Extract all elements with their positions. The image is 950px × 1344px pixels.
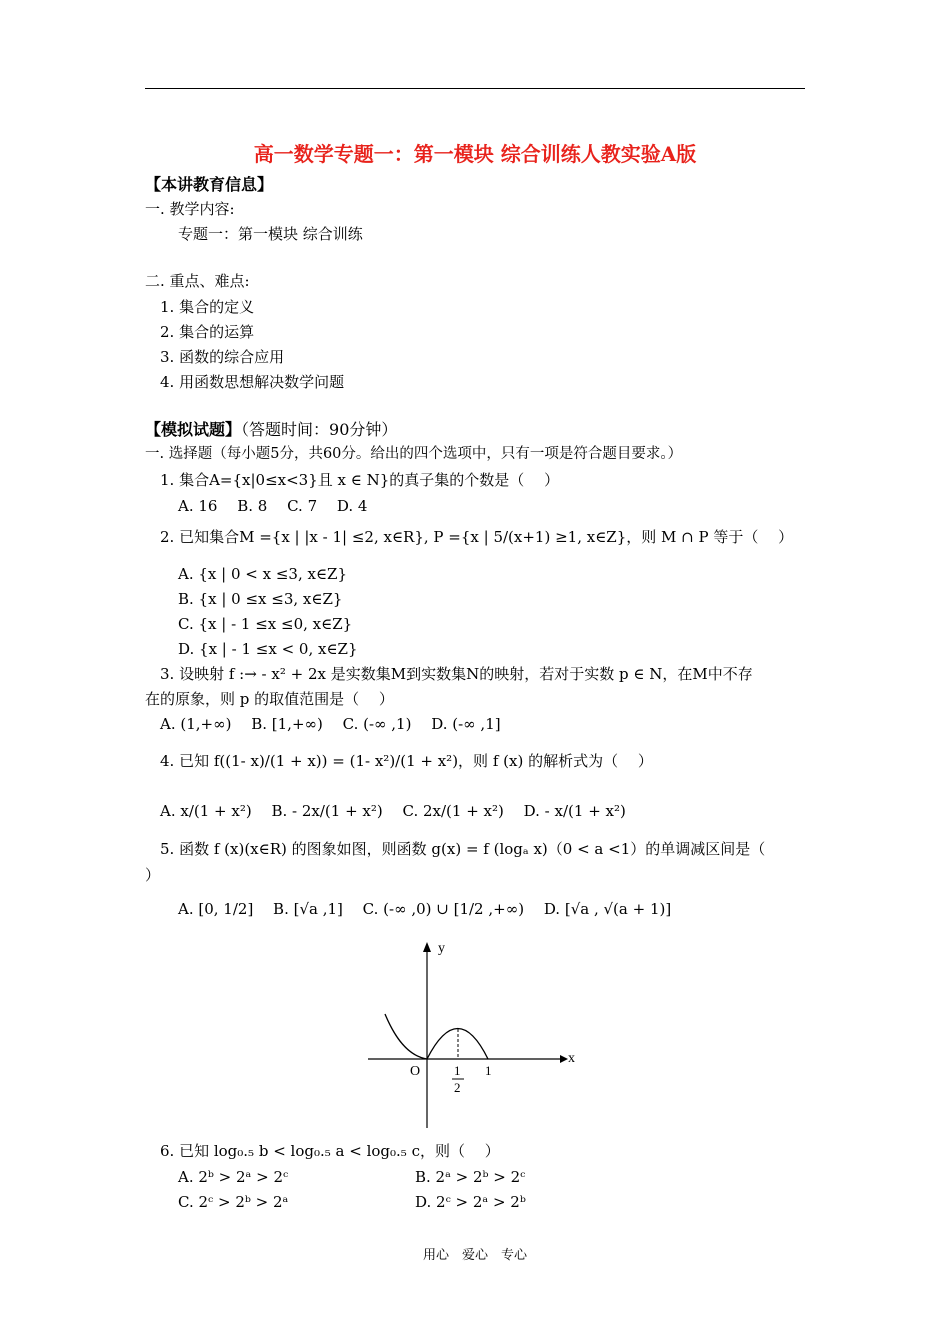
teaching-content-label: 一. 教学内容: [145,200,235,218]
question-6-stem: 6. 已知 log₀.₅ b < log₀.₅ a < log₀.₅ c，则（ ） [160,1142,500,1160]
question-3-line-2: 在的原象，则 p 的取值范围是（ ） [145,690,394,708]
y-axis-arrow [423,942,431,952]
origin-label: O [410,1064,421,1079]
key-point-item: 2. 集合的运算 [160,323,255,341]
function-graph [360,938,590,1132]
question-5-line-1: 5. 函数 f (x)(x∈R) 的图象如图，则函数 g(x) = f (logₐ x)（0 < a <1）的单调减区间是（ [160,840,766,858]
question-6-option-a: A. 2ᵇ > 2ᵃ > 2ᶜ [178,1168,289,1186]
question-2-option-b: B. {x | 0 ≤x ≤3, x∈Z} [178,590,343,608]
mock-time: （答题时间：90分钟） [241,420,398,439]
header-rule [145,88,805,89]
mock-heading: 【模拟试题】 [145,420,242,439]
key-point-item: 3. 函数的综合应用 [160,348,285,366]
page-title: 高一数学专题一：第一模块 综合训练人教实验A版 [253,142,697,166]
teaching-content: 专题一：第一模块 综合训练 [178,225,363,243]
question-1-stem: 1. 集合A={x|0≤x<3}且 x ∈ N}的真子集的个数是（ ） [160,471,560,489]
question-1-options: A. 16 B. 8 C. 7 D. 4 [178,497,368,515]
one-label: 1 [485,1063,492,1078]
curve-left-branch [385,1014,427,1059]
question-2-stem: 2. 已知集合M ={x | |x - 1| ≤2, x∈R}, P ={x | 5/(x+1) ≥1, x∈Z}，则 M ∩ P 等于（ ） [160,528,794,546]
question-2-option-d: D. {x | - 1 ≤x < 0, x∈Z} [178,640,358,658]
question-2-option-c: C. {x | - 1 ≤x ≤0, x∈Z} [178,615,353,633]
key-point-item: 1. 集合的定义 [160,298,255,316]
x-axis-arrow [560,1055,568,1063]
question-3-options: A. (1,+∞) B. [1,+∞) C. (-∞ ,1) D. (-∞ ,1] [160,715,501,733]
question-4-stem: 4. 已知 f((1- x)/(1 + x)) = (1- x²)/(1 + x²)，则 f (x) 的解析式为（ ） [160,752,653,770]
question-5-line-2: ） [145,866,161,884]
key-point-item: 4. 用函数思想解决数学问题 [160,373,345,391]
mock-heading-line [145,420,397,439]
question-2-option-a: A. {x | 0 < x ≤3, x∈Z} [178,565,348,583]
half-numerator: 1 [454,1063,461,1078]
page-footer: 用心 爱心 专心 [422,1248,527,1263]
section-1-heading: 一. 选择题（每小题5分，共60分。给出的四个选项中，只有一项是符合题目要求。） [145,446,683,462]
y-axis-label: y [438,941,445,956]
half-denominator: 2 [454,1080,461,1095]
question-6-option-c: C. 2ᶜ > 2ᵇ > 2ᵃ [178,1193,289,1211]
question-4-options: A. x/(1 + x²) B. - 2x/(1 + x²) C. 2x/(1 + x²) D. - x/(1 + x²) [160,802,626,820]
question-3-line-1: 3. 设映射 f :→ - x² + 2x 是实数集M到实数集N的映射，若对于实数 p ∈ N，在M中不存 [160,665,753,683]
key-points-label: 二. 重点、难点: [145,272,250,290]
question-5-options: A. [0, 1/2] B. [√a ,1] C. (-∞ ,0) ∪ [1/2 ,+∞) D. [√a , √(a + 1)] [178,900,672,918]
question-6-option-b: B. 2ᵃ > 2ᵇ > 2ᶜ [415,1168,526,1186]
info-heading: 【本讲教育信息】 [145,175,274,194]
x-axis-label: x [568,1051,575,1066]
question-6-option-d: D. 2ᶜ > 2ᵃ > 2ᵇ [415,1193,526,1211]
